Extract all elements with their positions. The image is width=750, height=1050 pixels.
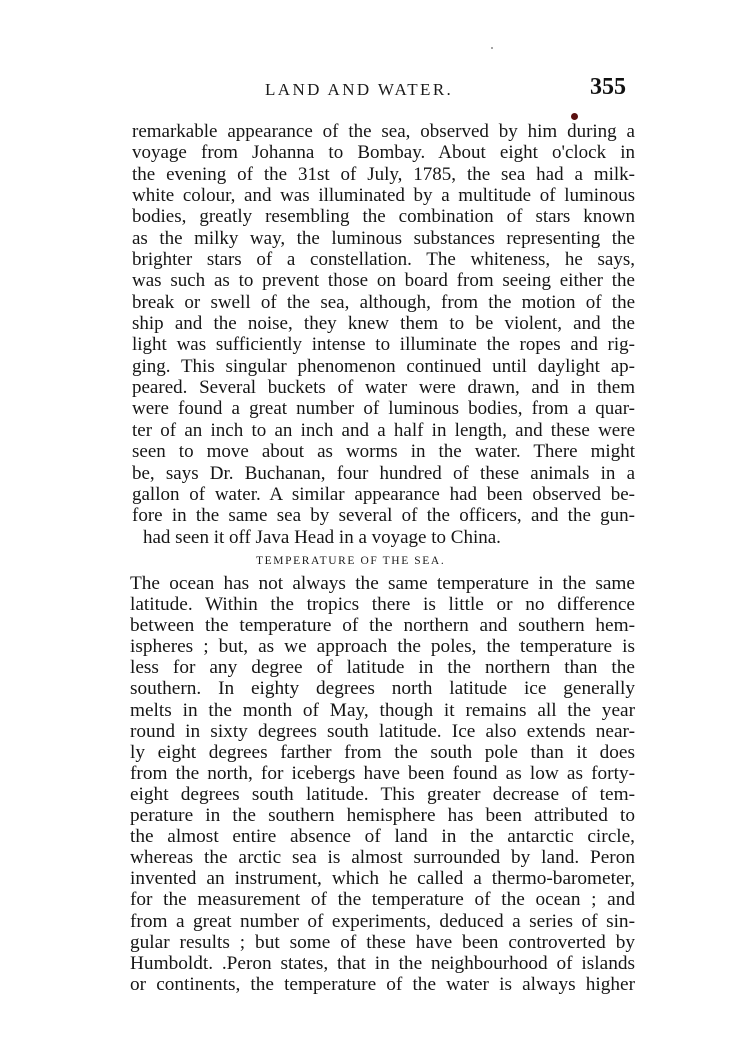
paragraph-temperature xyxy=(130,573,635,995)
text-line: gular results ; but some of these have been controverted by xyxy=(130,931,635,953)
text-line: Humboldt. .Peron states, that in the neighbourhood of islands xyxy=(130,952,635,974)
text-line: white colour, and was illuminated by a multitude of luminous xyxy=(132,185,635,207)
text-line: ly eight degrees farther from the south pole than it does xyxy=(130,741,635,763)
page-header xyxy=(0,76,750,104)
text-line: for the measurement of the temperature of the ocean ; and xyxy=(130,889,635,911)
text-line: seen to move about as worms in the water. There might xyxy=(132,441,635,463)
text-line: peared. Several buckets of water were drawn, and in them xyxy=(132,377,635,399)
text-line: latitude. Within the tropics there is little or no difference xyxy=(130,594,635,616)
ink-blot xyxy=(571,113,578,120)
text-line: between the temperature of the northern and southern hem- xyxy=(130,615,635,637)
text-line: as the milky way, the luminous substances representing the xyxy=(132,227,635,249)
text-line: whereas the arctic sea is almost surrounded by land. Peron xyxy=(130,847,635,869)
section-heading: TEMPERATURE OF THE SEA. xyxy=(256,555,446,567)
text-line: ispheres ; but, as we approach the poles, the temperature is xyxy=(130,636,635,658)
text-line: ship and the noise, they knew them to be violent, and the xyxy=(132,313,635,335)
text-line: be, says Dr. Buchanan, four hundred of these animals in a xyxy=(132,462,635,484)
text-line: the almost entire absence of land in the antarctic circle, xyxy=(130,826,635,848)
text-line: The ocean has not always the same temperature in the same xyxy=(130,573,635,594)
text-line: southern. In eighty degrees north latitude ice generally xyxy=(130,678,635,700)
text-line: bodies, greatly resembling the combination of stars known xyxy=(132,206,635,228)
text-line: light was sufficiently intense to illuminate the ropes and rig- xyxy=(132,334,635,356)
text-line: brighter stars of a constellation. The whiteness, he says, xyxy=(132,249,635,271)
text-line: perature in the southern hemisphere has been attributed to xyxy=(130,805,635,827)
text-line: melts in the month of May, though it remains all the year xyxy=(130,699,635,721)
paragraph-continued xyxy=(132,121,635,548)
text-line: invented an instrument, which he called a thermo-barometer, xyxy=(130,868,635,890)
running-title: LAND AND WATER. xyxy=(265,80,454,99)
text-line: from the north, for icebergs have been found as low as forty- xyxy=(130,762,635,784)
text-line: fore in the same sea by several of the officers, and the gun- xyxy=(132,505,635,527)
text-line: ter of an inch to an inch and a half in length, and these were xyxy=(132,419,635,441)
text-line: the evening of the 31st of July, 1785, the sea had a milk- xyxy=(132,163,635,185)
text-line: round in sixty degrees south latitude. Ice also extends near- xyxy=(130,720,635,742)
text-line: less for any degree of latitude in the northern than the xyxy=(130,657,635,679)
text-line: or continents, the temperature of the water is always higher xyxy=(130,973,635,995)
text-line: voyage from Johanna to Bombay. About eight o'clock in xyxy=(132,142,635,164)
print-speck xyxy=(491,47,493,49)
page-number: 355 xyxy=(590,74,626,100)
text-line: remarkable appearance of the sea, observed by him during a xyxy=(132,121,635,142)
text-line: eight degrees south latitude. This greater decrease of tem- xyxy=(130,783,635,805)
text-line: from a great number of experiments, deduced a series of sin- xyxy=(130,910,635,932)
text-line: ging. This singular phenomenon continued until daylight ap- xyxy=(132,355,635,377)
text-line: were found a great number of luminous bodies, from a quar- xyxy=(132,398,635,420)
text-line: had seen it off Java Head in a voyage to China. xyxy=(143,526,501,548)
text-line: break or swell of the sea, although, from the motion of the xyxy=(132,291,635,313)
text-line: was such as to prevent those on board from seeing either the xyxy=(132,270,635,292)
text-line: gallon of water. A similar appearance had been observed be- xyxy=(132,483,635,505)
